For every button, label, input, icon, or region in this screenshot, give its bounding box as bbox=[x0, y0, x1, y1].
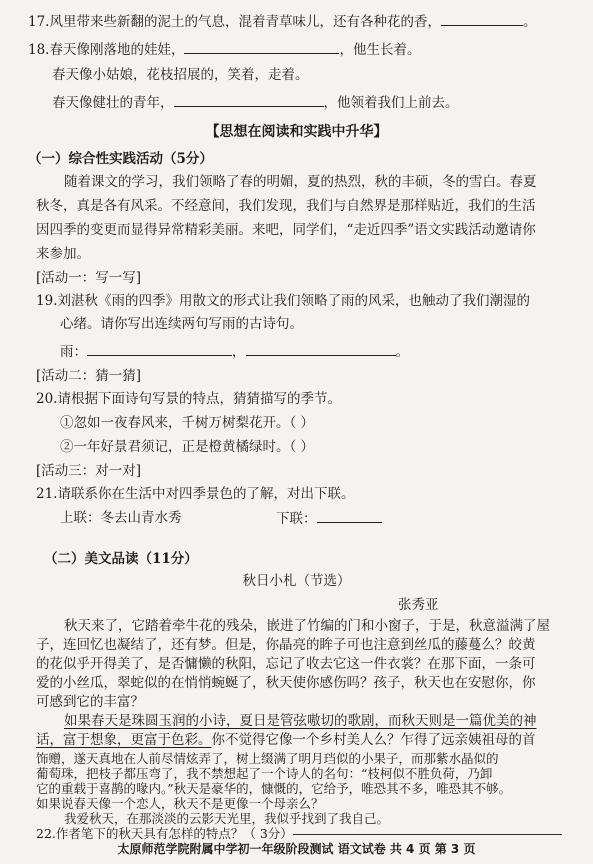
answer-blank[interactable] bbox=[184, 40, 339, 54]
article-paragraph-line: 爱的小丝瓜，翠蛇似的在悄悄蜿蜒了，秋天使你感伤吗？孩子，秋天也在安慰你，你 bbox=[36, 675, 536, 691]
activity1-label: [活动一：写一写] bbox=[36, 270, 142, 286]
article-paragraph-line: 葡萄珠，把枝子都压弯了，我不禁想起了一个诗人的名句：“枝柯似不胜负荷，乃卸 bbox=[36, 766, 576, 781]
article-paragraph-line: 它的重载于喜鹊的喙内。”秋天是豪华的，慷慨的，它给予，唯恐其不多，唯恐其不够。 bbox=[36, 781, 576, 796]
part1-heading: （一）综合性实践活动（5分） bbox=[28, 151, 213, 167]
question-20-item: ①忽如一夜春风来，千树万树梨花开。（ ） bbox=[60, 415, 315, 431]
q19-rain-label: 雨： bbox=[60, 344, 87, 360]
answer-blank[interactable] bbox=[441, 12, 523, 26]
q18-line1-b: ，他生长着。 bbox=[339, 42, 421, 58]
q21-upper-couplet: 上联：冬去山青水秀 bbox=[60, 510, 182, 526]
answer-blank[interactable] bbox=[246, 342, 396, 356]
q18-line1-a: 18.春天像刚落地的娃娃， bbox=[28, 42, 185, 58]
question-22: 22.作者笔下的秋天具有怎样的特点？（ 3分） bbox=[36, 826, 293, 841]
part1-intro-line: 因四季的变更而显得异常精彩美丽。来吧，同学们，“走近四季”语文实践活动邀请你 bbox=[36, 222, 536, 238]
part2-heading: （二）美文品读（11分） bbox=[44, 551, 198, 567]
answer-blank[interactable] bbox=[174, 93, 324, 107]
article-paragraph-line: 子，连回忆也凝结了，还有梦。但是，你晶亮的眸子可也注意到丝瓜的藤蔓么？皎黄 bbox=[36, 637, 536, 653]
p2-rest: 你不觉得它像一个乡村美人么？乍得了远亲姨祖母的首 bbox=[211, 732, 536, 748]
q21-lower-couplet bbox=[276, 509, 382, 528]
question-20-item: ②一年好景君须记，正是橙黄橘绿时。（ ） bbox=[60, 439, 315, 455]
article-paragraph-line: 可感到它的丰富？ bbox=[36, 694, 144, 710]
question-18-line2: 春天像小姑娘，花枝招展的，笑着，走着。 bbox=[52, 67, 309, 83]
page-footer: 太原师范学院附属中学初一年级阶段测试 语文试卷 共 4 页 第 3 页 bbox=[117, 842, 476, 856]
q17-text: 17.风里带来些新翻的泥土的气息，混着青草味儿，还有各种花的香， bbox=[28, 14, 441, 30]
question-18-line1 bbox=[28, 40, 420, 59]
article-paragraph-line: 如果说春天像一个恋人，秋天不是更像一个母亲么？ bbox=[36, 796, 576, 811]
article-paragraph-line: 秋天来了，它踏着牵牛花的残朵，嵌进了竹编的门和小窗子，于是，秋意溢满了屋 bbox=[64, 618, 550, 634]
underlined-sentence: 话，富于想象，更富于色彩。 bbox=[36, 732, 212, 748]
question-20: 20.请根据下面诗句写景的特点，猜猜描写的季节。 bbox=[36, 391, 341, 407]
question-17 bbox=[28, 12, 536, 31]
q19-comma: ， bbox=[232, 344, 246, 360]
article-paragraph-line: 饰赠，遂天真地在人前尽情炫弄了，树上缀满了明月珰似的小果子，而那紫水晶似的 bbox=[36, 751, 576, 766]
answer-blank[interactable] bbox=[87, 342, 232, 356]
q21-lower-label: 下联： bbox=[276, 511, 317, 527]
answer-blank[interactable] bbox=[317, 509, 382, 523]
activity3-label: [活动三：对一对] bbox=[36, 463, 142, 479]
activity2-label: [活动二：猜一猜] bbox=[36, 368, 142, 384]
question-18-line3 bbox=[52, 93, 459, 112]
part1-intro-line: 来参加。 bbox=[36, 246, 90, 262]
question-21: 21.请联系你在生活中对四季景色的了解，对出下联。 bbox=[36, 486, 355, 502]
section-title: 【思想在阅读和实践中升华】 bbox=[205, 124, 388, 140]
q18-line3-a: 春天像健壮的青年， bbox=[52, 95, 174, 111]
q17-end: 。 bbox=[522, 14, 537, 30]
q18-line3-b: ，他领着我们上前去。 bbox=[323, 95, 459, 111]
underlined-sentence: 如果春天是珠圆玉润的小诗，夏日是管弦嗷切的歌剧，而秋天则是一篇优美的神 bbox=[64, 713, 537, 729]
part1-intro-line: 秋冬，真是各有风采。不经意间，我们发现，我们与自然界是那样贴近，我们的生活 bbox=[36, 198, 536, 214]
article-paragraph-line bbox=[36, 731, 536, 749]
part1-intro-line: 随着课文的学习，我们领略了春的明媚，夏的热烈，秋的丰硕，冬的雪白。春夏 bbox=[64, 174, 537, 190]
question-19-answer bbox=[60, 342, 409, 361]
q19-end: 。 bbox=[395, 344, 409, 360]
question-19-line2: 心绪。请你写出连续两句写雨的古诗句。 bbox=[60, 316, 303, 332]
article-author: 张秀亚 bbox=[398, 597, 439, 613]
question-19-line1: 19.刘湛秋《雨的四季》用散文的形式让我们领略了雨的风采，也触动了我们潮湿的 bbox=[36, 293, 530, 309]
article-paragraph-line: 的花似乎开得美了，是否慵懒的秋阳，忘记了收去它这一件衣裳？在那下面，一条可 bbox=[36, 656, 536, 672]
article-paragraph-line: 我爱秋天，在那淡淡的云影天光里，我似乎找到了我自己。 bbox=[64, 811, 390, 826]
article-title: 秋日小札（节选） bbox=[242, 573, 351, 589]
